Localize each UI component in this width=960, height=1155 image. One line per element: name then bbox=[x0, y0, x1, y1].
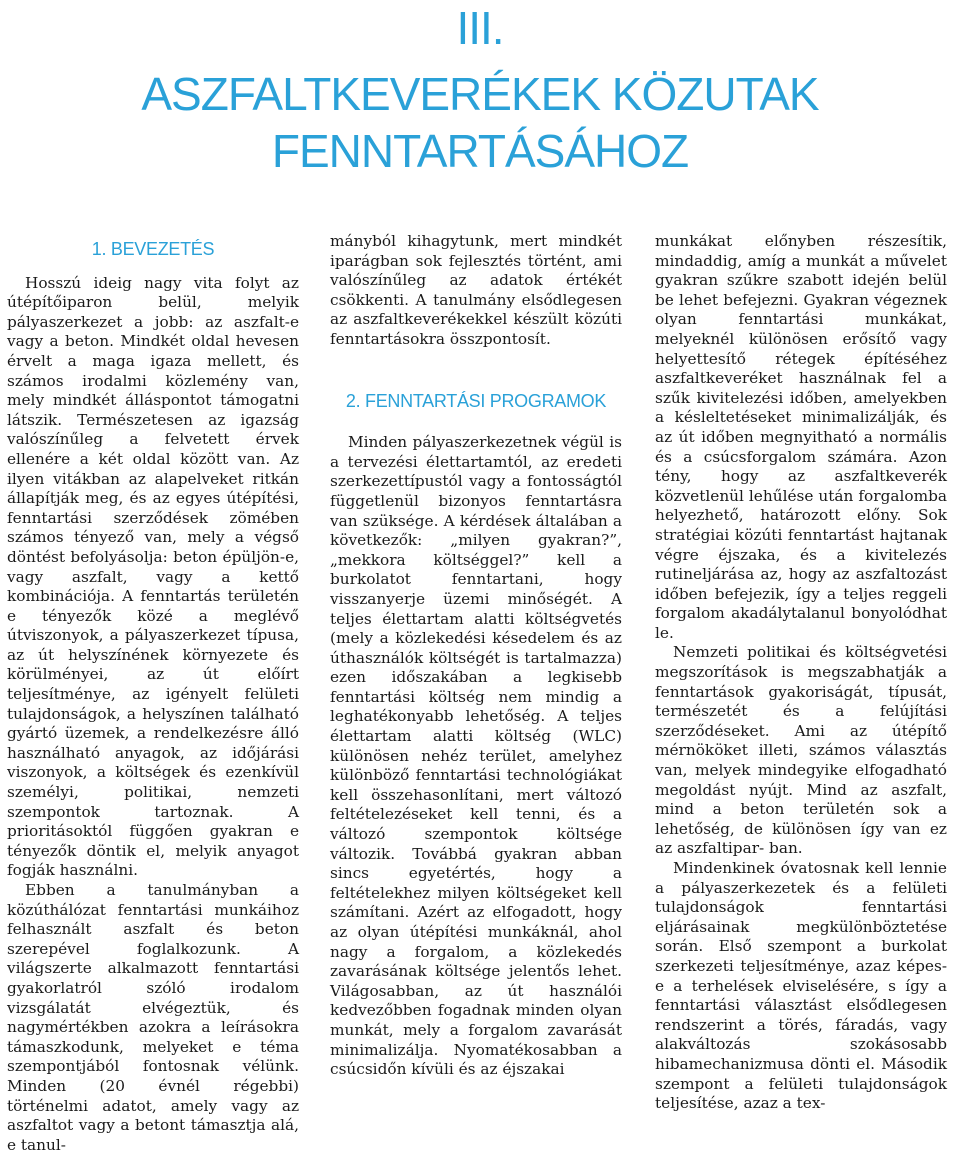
text-column-2 bbox=[330, 232, 622, 1080]
paragraph: Minden pályaszerkezetnek végül is a tervezési élettartamtól, az eredeti szerkezettípustól vagy a fontosságtól függetlenül bizonyos fenntartásra van szüksége. A kérdések általában a következők: „milyen gyakran?”, „mekkora költséggel?” kell a burkolatot fenntartani, hogy visszanyerje üzemi minőségét. A teljes élettartam alatti költségvetés (mely a közlekedési késedelem és az úthasználók költségét is tartalmazza) ezen időszakában a legkisebb fenntartási költség nem mindig a leghatékonyabb lehetőség. A teljes élettartam alatti költség (WLC) különösen nehéz terület, amelyhez különböző fenntartási technológiákat kell összehasonlítani, mert változó feltételezéseket kell tenni, és a változó szempontok költsége változik. Továbbá gyakran abban sincs egyetértés, hogy a feltételekhez milyen költségeket kell számítani. Azért az elfogadott, hogy az olyan útépítési munkáknál, ahol nagy a forgalom, a közlekedés zavarásának költsége jelentős lehet. Világosabban, az út használói kedvezőbben fogadnak minden olyan munkát, mely a forgalom zavarását minimalizálja. Nyomatékosabban a csúcsidőn kívüli és az éjszakai bbox=[330, 433, 622, 1079]
text-column-3 bbox=[655, 232, 947, 1114]
paragraph: Nemzeti politikai és költségvetési megszorítások is megszabhatják a fenntartások gyakoriságát, típusát, természetét és a felújítási szerződéseket. Ami az útépítő mérnököket illeti, számos választás van, melyek mindegyike elfogadható megoldást nyújt. Mind az aszfalt, mind a beton területén sok a lehetőség, de különösen így van ez az aszfaltipar- ban. bbox=[655, 643, 947, 858]
text-column-1 bbox=[7, 232, 299, 1155]
chapter-number: III. bbox=[456, 2, 504, 54]
paragraph: Ebben a tanulmányban a közúthálózat fenntartási munkáihoz felhasznált aszfalt és beton szerepével foglalkozunk. A világszerte alkalmazott fenntartási gyakorlatról szóló irodalom vizsgálatát elvégeztük, és nagymértékben azokra a leírásokra támaszkodunk, melyeket e téma szempontjából fontosnak vélünk. Minden (20 évnél régebbi) történelmi adatot, amely vagy az aszfaltot vagy a betont támasztja alá, e tanul- bbox=[7, 881, 299, 1154]
chapter-title-line-2: FENNTARTÁSÁHOZ bbox=[271, 125, 689, 177]
section-heading-introduction: 1. BEVEZETÉS bbox=[91, 239, 215, 259]
chapter-header bbox=[0, 0, 960, 180]
paragraph: munkákat előnyben részesítik, mindaddig, amíg a munkát a művelet gyakran szűkre szabott idején belül be lehet befejezni. Gyakran végeznek olyan fenntartási munkákat, melyeknél különösen erősítő vagy helyettesítő rétegek építéséhez aszfaltkeveréket használnak fel a szűk kivitelezési időben, amelyekben a késleltetéseket minimalizálják, és az út időben megnyitható a normális és a csúcsforgalom számára. Azon tény, hogy az aszfaltkeverék közvetlenül lehűlése után forgalomba helyezhető, határozott előny. Sok stratégiai közúti fenntartást hajtanak végre éjszaka, és a kivitelezés rutineljárása az, hogy az aszfaltozást időben befejezik, így a teljes reggeli forgalom akadálytalanul bonyolódhat le. bbox=[655, 232, 947, 642]
paragraph: mányból kihagytunk, mert mindkét iparágban sok fejlesztés történt, ami valószínűleg az adatok értékét csökkenti. A tanulmány elsődlegesen az aszfaltkeverékekkel készült közúti fenntartásokra összpontosít. bbox=[330, 232, 622, 348]
section-heading-maintenance-programs: 2. FENNTARTÁSI PROGRAMOK bbox=[345, 390, 607, 411]
paragraph: Mindenkinek óvatosnak kell lennie a pályaszerkezetek és a felületi tulajdonságok fenntartási eljárásainak megkülönböztetése során. Első szempont a burkolat szerkezeti teljesítménye, azaz képes-e a terhelések elviselésére, s így a fenntartási választást elsődlegesen rendszerint a törés, fáradás, vagy alakváltozás szokásosabb hibamechanizmusa dönti el. Második szempont a felületi tulajdonságok teljesítése, azaz a tex- bbox=[655, 859, 947, 1113]
paragraph: Hosszú ideig nagy vita folyt az útépítőiparon belül, melyik pályaszerkezet a jobb: az aszfalt-e vagy a beton. Mindkét oldal hevesen érvelt a maga igaza mellett, és számos irodalmi közlemény van, mely mindkét álláspontot támogatni látszik. Természetesen az igazság valószínűleg a felvetett érvek ellenére a két oldal között van. Az ilyen vitákban az alapelveket ritkán állapítják meg, és az egyes útépítési, fenntartási szerződések zömében számos tényező van, mely a végső döntést befolyásolja: beton épüljön-e, vagy aszfalt, vagy a kettő kombinációja. A fenntartás területén e tényezők közé a meglévő útviszonyok, a pályaszerkezet típusa, az út helyszínének környezete és körülményei, az út előírt teljesítménye, az igényelt felületi tulajdonságok, a helyszínen található gyártó üzemek, a rendelkezésre álló használható anyagok, az időjárási viszonyok, a költségek és ezenkívül személyi, politikai, nemzeti szempontok tartoznak. A prioritásoktól függően gyakran e tényezők döntik el, melyik anyagot fogják használni. bbox=[7, 273, 299, 880]
chapter-title-line-1: ASZFALTKEVERÉKEK KÖZUTAK bbox=[141, 68, 819, 120]
